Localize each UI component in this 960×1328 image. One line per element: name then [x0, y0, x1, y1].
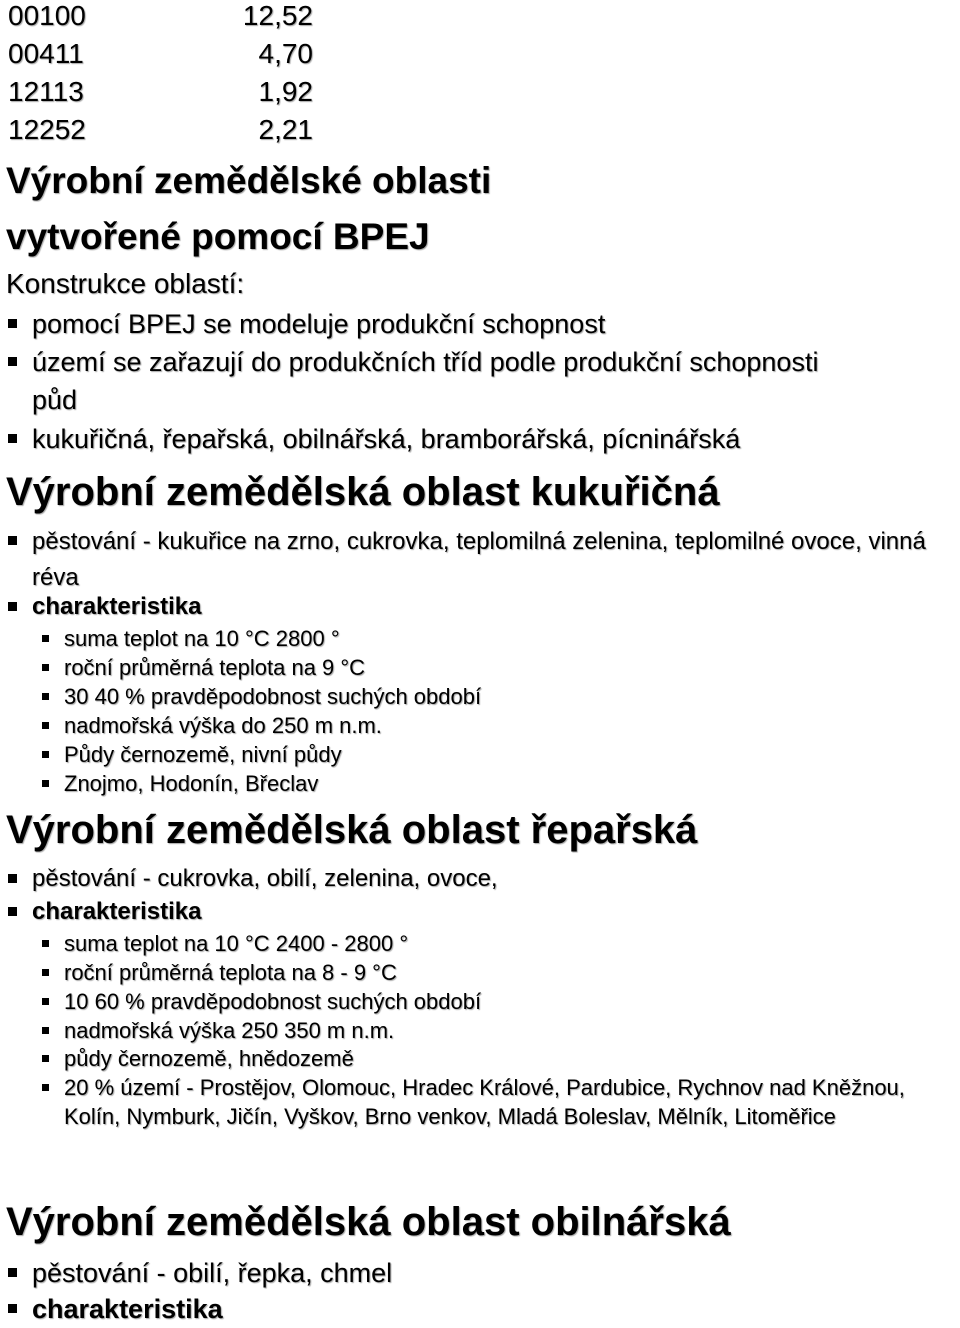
list-item: charakteristika: [6, 1290, 223, 1328]
bullet-icon: [42, 1084, 49, 1091]
row-code: 00411: [8, 38, 84, 69]
list-item: pěstování - cukrovka, obilí, zelenina, ovoce,: [6, 863, 498, 895]
bullet-icon: [42, 780, 49, 787]
row-value: 1,92: [258, 76, 313, 107]
detail-item: Znojmo, Hodonín, Břeclav: [40, 769, 318, 798]
table-row: [8, 114, 313, 146]
section-title: Výrobní zemědělská oblast kukuřičná: [6, 470, 720, 514]
detail-item: nadmořská výška 250 350 m n.m.: [40, 1016, 394, 1045]
section-title-line2: vytvořené pomocí BPEJ: [6, 216, 430, 257]
detail-item: Půdy černozemě, nivní půdy: [40, 740, 342, 769]
bullet-icon: [42, 693, 49, 700]
bullet-icon: [8, 319, 17, 328]
section-title: Výrobní zemědělské oblasti: [6, 160, 492, 201]
table-row: [8, 76, 313, 108]
section-subtitle: Konstrukce oblastí:: [6, 268, 245, 299]
row-value: 12,52: [242, 0, 313, 31]
list-item: charakteristika: [6, 897, 201, 927]
bullet-icon: [8, 874, 17, 883]
bullet-icon: [8, 536, 17, 545]
bullet-icon: [8, 1268, 17, 1277]
row-code: 12113: [8, 76, 84, 107]
row-code: 12252: [8, 114, 86, 145]
bullet-icon: [42, 940, 49, 947]
bullet-icon: [42, 664, 49, 671]
list-item: pěstování - obilí, řepka, chmel: [6, 1254, 392, 1292]
bullet-icon: [8, 602, 17, 611]
bullet-icon: [42, 998, 49, 1005]
section-title: Výrobní zemědělská oblast řepařská: [6, 808, 698, 852]
list-item: charakteristika: [6, 592, 201, 622]
detail-item: roční průměrná teplota na 8 - 9 °C: [40, 958, 397, 987]
table-row: [8, 0, 313, 32]
detail-item: 30 40 % pravděpodobnost suchých období: [40, 682, 481, 711]
bullet-icon: [42, 722, 49, 729]
detail-item: půdy černozemě, hnědozemě: [40, 1044, 354, 1073]
detail-item: 10 60 % pravděpodobnost suchých období: [40, 987, 481, 1016]
row-value: 2,21: [258, 114, 313, 145]
bullet-icon: [8, 1304, 17, 1313]
bullet-icon: [42, 1055, 49, 1062]
row-value: 4,70: [258, 38, 313, 69]
list-item: pěstování - kukuřice na zrno, cukrovka, teplomilná zelenina, teplomilné ovoce, vinná réva: [6, 524, 951, 596]
section-title: Výrobní zemědělská oblast obilnářská: [6, 1200, 731, 1244]
detail-item: roční průměrná teplota na 9 °C: [40, 653, 365, 682]
list-item: pomocí BPEJ se modeluje produkční schopnost: [6, 305, 906, 343]
detail-item: suma teplot na 10 °C 2400 - 2800 °: [40, 929, 408, 958]
bullet-icon: [42, 1027, 49, 1034]
row-code: 00100: [8, 0, 86, 31]
detail-item: nadmořská výška do 250 m n.m.: [40, 711, 382, 740]
detail-item: suma teplot na 10 °C 2800 °: [40, 624, 340, 653]
list-item: kukuřičná, řepařská, obilnářská, bramborářská, pícninářská: [6, 420, 936, 458]
table-row: [8, 38, 313, 70]
bullet-icon: [42, 635, 49, 642]
bullet-icon: [8, 907, 17, 916]
bullet-icon: [8, 357, 17, 366]
detail-item: 20 % území - Prostějov, Olomouc, Hradec Králové, Pardubice, Rychnov nad Kněžnou, Kolín, Nymburk, Jičín, Vyškov, Brno venkov, Mladá Boleslav, Mělník, Litoměřice: [40, 1073, 940, 1131]
bullet-icon: [42, 751, 49, 758]
list-item: území se zařazují do produkčních tříd podle produkční schopnosti půd: [6, 343, 866, 419]
bullet-icon: [42, 969, 49, 976]
bullet-icon: [8, 434, 17, 443]
